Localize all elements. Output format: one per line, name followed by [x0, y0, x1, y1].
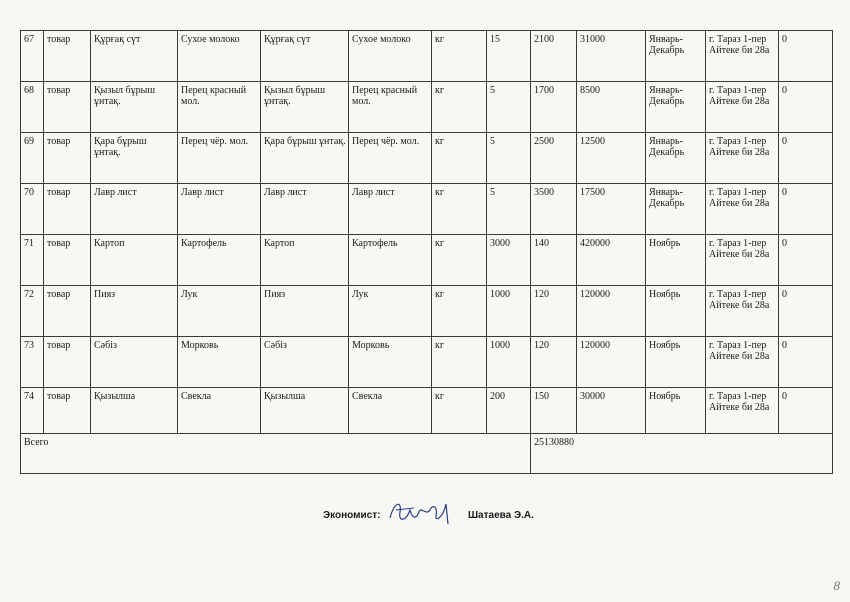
- page-number: 8: [833, 578, 840, 593]
- sum-cell: 120000: [577, 337, 646, 388]
- unit-cell: кг: [432, 82, 487, 133]
- row-number-cell: 73: [21, 337, 44, 388]
- unit-cell: кг: [432, 31, 487, 82]
- sum-cell: 420000: [577, 235, 646, 286]
- unit-cell: кг: [432, 388, 487, 434]
- delivery-place-cell: г. Тараз 1-пер Айтеке би 28а: [706, 235, 779, 286]
- name-ru-cell: Перец красный мол.: [178, 82, 261, 133]
- spec-ru-cell: Перец красный мол.: [349, 82, 432, 133]
- name-kz-cell: Қара бұрыш ұнтақ.: [91, 133, 178, 184]
- sum-cell: 31000: [577, 31, 646, 82]
- spec-ru-cell: Морковь: [349, 337, 432, 388]
- spec-kz-cell: Қызыл бұрыш ұнтақ.: [261, 82, 349, 133]
- table-row: [21, 286, 833, 337]
- sum-cell: 17500: [577, 184, 646, 235]
- table-row: [21, 388, 833, 434]
- advance-percent-cell: 0: [779, 388, 833, 434]
- spec-kz-cell: Сәбіз: [261, 337, 349, 388]
- row-number-cell: 68: [21, 82, 44, 133]
- advance-percent-cell: 0: [779, 184, 833, 235]
- delivery-period-cell: Январь-Декабрь: [646, 133, 706, 184]
- name-ru-cell: Лук: [178, 286, 261, 337]
- table-row: [21, 184, 833, 235]
- item-type-cell: товар: [44, 133, 91, 184]
- delivery-place-cell: г. Тараз 1-пер Айтеке би 28а: [706, 286, 779, 337]
- row-number-cell: 74: [21, 388, 44, 434]
- procurement-table: [20, 30, 833, 474]
- advance-percent-cell: 0: [779, 133, 833, 184]
- name-kz-cell: Қызыл бұрыш ұнтақ.: [91, 82, 178, 133]
- unit-price-cell: 150: [531, 388, 577, 434]
- name-kz-cell: Пияз: [91, 286, 178, 337]
- sum-cell: 8500: [577, 82, 646, 133]
- item-type-cell: товар: [44, 235, 91, 286]
- row-number-cell: 69: [21, 133, 44, 184]
- quantity-cell: 1000: [487, 337, 531, 388]
- unit-price-cell: 2500: [531, 133, 577, 184]
- advance-percent-cell: 0: [779, 31, 833, 82]
- delivery-period-cell: Январь-Декабрь: [646, 82, 706, 133]
- delivery-period-cell: Ноябрь: [646, 235, 706, 286]
- table-row: [21, 82, 833, 133]
- table-row: [21, 31, 833, 82]
- quantity-cell: 5: [487, 133, 531, 184]
- spec-ru-cell: Сухое молоко: [349, 31, 432, 82]
- spec-kz-cell: Құрғақ сүт: [261, 31, 349, 82]
- delivery-period-cell: Январь-Декабрь: [646, 31, 706, 82]
- spec-ru-cell: Свекла: [349, 388, 432, 434]
- item-type-cell: товар: [44, 286, 91, 337]
- delivery-period-cell: Ноябрь: [646, 286, 706, 337]
- table-row: [21, 337, 833, 388]
- unit-cell: кг: [432, 184, 487, 235]
- name-ru-cell: Свекла: [178, 388, 261, 434]
- spec-kz-cell: Пияз: [261, 286, 349, 337]
- signature-name: Шатаева Э.А.: [468, 510, 534, 521]
- spec-ru-cell: Лук: [349, 286, 432, 337]
- spec-ru-cell: Перец чёр. мол.: [349, 133, 432, 184]
- delivery-place-cell: г. Тараз 1-пер Айтеке би 28а: [706, 184, 779, 235]
- advance-percent-cell: 0: [779, 337, 833, 388]
- name-ru-cell: Сухое молоко: [178, 31, 261, 82]
- quantity-cell: 15: [487, 31, 531, 82]
- quantity-cell: 5: [487, 82, 531, 133]
- unit-cell: кг: [432, 133, 487, 184]
- item-type-cell: товар: [44, 31, 91, 82]
- quantity-cell: 200: [487, 388, 531, 434]
- row-number-cell: 72: [21, 286, 44, 337]
- delivery-place-cell: г. Тараз 1-пер Айтеке би 28а: [706, 82, 779, 133]
- unit-price-cell: 140: [531, 235, 577, 286]
- name-ru-cell: Лавр лист: [178, 184, 261, 235]
- handwritten-signature: [386, 496, 452, 533]
- spec-kz-cell: Қара бұрыш ұнтақ.: [261, 133, 349, 184]
- spec-ru-cell: Картофель: [349, 235, 432, 286]
- quantity-cell: 5: [487, 184, 531, 235]
- name-kz-cell: Қызылша: [91, 388, 178, 434]
- name-kz-cell: Сәбіз: [91, 337, 178, 388]
- row-number-cell: 70: [21, 184, 44, 235]
- name-ru-cell: Картофель: [178, 235, 261, 286]
- sum-cell: 120000: [577, 286, 646, 337]
- signature-role: Экономист:: [323, 510, 381, 521]
- quantity-cell: 1000: [487, 286, 531, 337]
- unit-cell: кг: [432, 286, 487, 337]
- delivery-place-cell: г. Тараз 1-пер Айтеке би 28а: [706, 337, 779, 388]
- name-kz-cell: Құрғақ сүт: [91, 31, 178, 82]
- name-ru-cell: Перец чёр. мол.: [178, 133, 261, 184]
- unit-price-cell: 1700: [531, 82, 577, 133]
- unit-price-cell: 120: [531, 286, 577, 337]
- sum-cell: 12500: [577, 133, 646, 184]
- table-row: [21, 235, 833, 286]
- advance-percent-cell: 0: [779, 286, 833, 337]
- quantity-cell: 3000: [487, 235, 531, 286]
- name-kz-cell: Картоп: [91, 235, 178, 286]
- spec-kz-cell: Картоп: [261, 235, 349, 286]
- delivery-period-cell: Ноябрь: [646, 388, 706, 434]
- delivery-place-cell: г. Тараз 1-пер Айтеке би 28а: [706, 31, 779, 82]
- unit-cell: кг: [432, 235, 487, 286]
- delivery-period-cell: Январь-Декабрь: [646, 184, 706, 235]
- advance-percent-cell: 0: [779, 235, 833, 286]
- name-kz-cell: Лавр лист: [91, 184, 178, 235]
- spec-kz-cell: Лавр лист: [261, 184, 349, 235]
- unit-price-cell: 2100: [531, 31, 577, 82]
- delivery-period-cell: Ноябрь: [646, 337, 706, 388]
- row-number-cell: 67: [21, 31, 44, 82]
- item-type-cell: товар: [44, 184, 91, 235]
- total-value: 25130880: [531, 434, 833, 474]
- table-row: [21, 133, 833, 184]
- delivery-place-cell: г. Тараз 1-пер Айтеке би 28а: [706, 388, 779, 434]
- unit-price-cell: 120: [531, 337, 577, 388]
- unit-price-cell: 3500: [531, 184, 577, 235]
- spec-ru-cell: Лавр лист: [349, 184, 432, 235]
- advance-percent-cell: 0: [779, 82, 833, 133]
- total-label: Всего: [21, 434, 531, 474]
- item-type-cell: товар: [44, 82, 91, 133]
- total-row: [21, 434, 833, 474]
- sum-cell: 30000: [577, 388, 646, 434]
- spec-kz-cell: Қызылша: [261, 388, 349, 434]
- name-ru-cell: Морковь: [178, 337, 261, 388]
- item-type-cell: товар: [44, 388, 91, 434]
- unit-cell: кг: [432, 337, 487, 388]
- item-type-cell: товар: [44, 337, 91, 388]
- delivery-place-cell: г. Тараз 1-пер Айтеке би 28а: [706, 133, 779, 184]
- row-number-cell: 71: [21, 235, 44, 286]
